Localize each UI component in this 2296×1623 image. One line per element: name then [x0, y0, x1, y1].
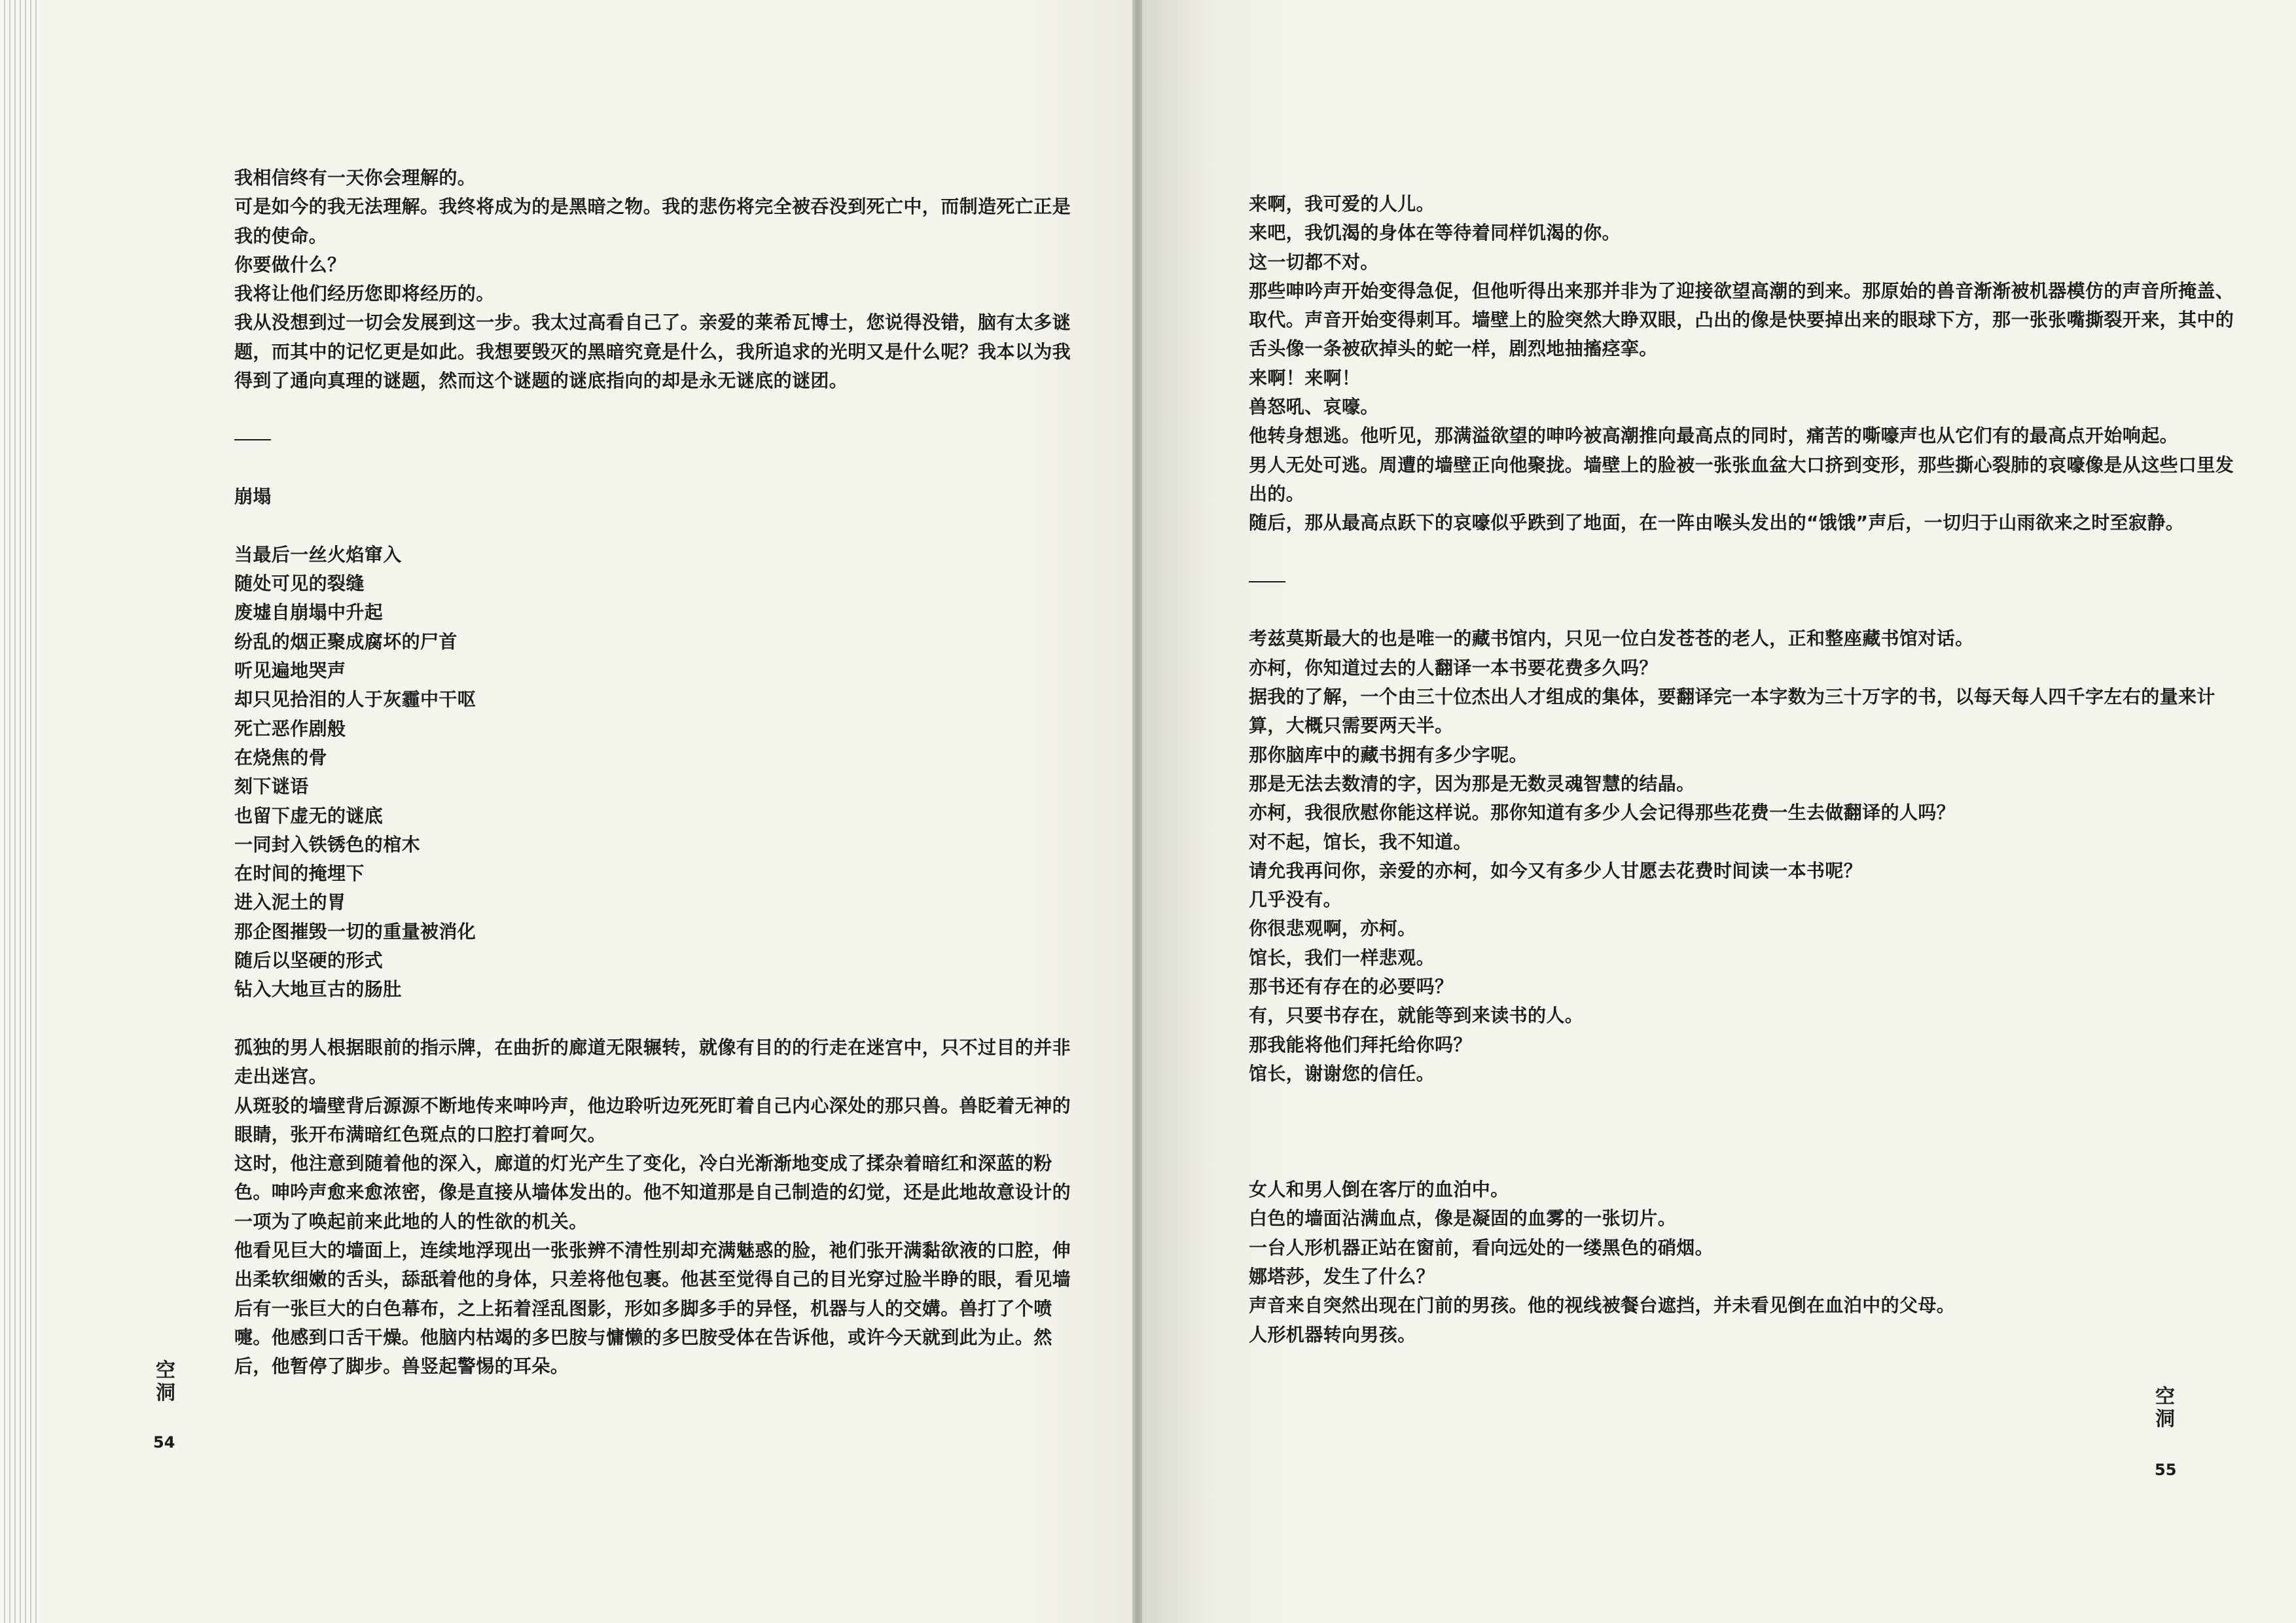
paragraph: 考兹莫斯最大的也是唯一的藏书馆内，只见一位白发苍苍的老人，正和整座藏书馆对话。 [1249, 628, 1974, 650]
paragraph: 我相信终有一天你会理解的。 [234, 167, 476, 188]
paragraph: 可是如今的我无法理解。我终将成为的是黑暗之物。我的悲伤将完全被吞没到死亡中，而制造死亡正是我的使命。 [234, 196, 1071, 247]
paragraph: 来吧，我饥渴的身体在等待着同样饥渴的你。 [1249, 222, 1621, 244]
paragraph: 一台人形机器正站在窗前，看向远处的一缕黑色的硝烟。 [1249, 1236, 1714, 1258]
running-title: 空洞 [2155, 1385, 2175, 1431]
paragraph: 白色的墙面沾满血点，像是凝固的血雾的一张切片。 [1249, 1207, 1677, 1230]
poem-line: 一同封入铁锈色的棺木 [234, 833, 421, 855]
paragraph: 从斑驳的墙壁背后源源不断地传来呻吟声，他边聆听边死死盯着自己内心深处的那只兽。兽眨着无神的眼睛，张开布满暗红色斑点的口腔打着呵欠。 [234, 1094, 1071, 1145]
paragraph: 我将让他们经历您即将经历的。 [234, 283, 495, 305]
paragraph: 他转身想逃。他听见，那满溢欲望的呻吟被高潮推向最高点的同时，痛苦的嘶嚎声也从它们有的最高点开始响起。 [1249, 425, 2179, 447]
paragraph: 他看见巨大的墙面上，连续地浮现出一张张辨不清性别却充满魅惑的脸，祂们张开满黏欲液的口腔，伸出柔软细嫩的舌头，舔舐着他的身体，只差将他包裹。他甚至觉得自己的目光穿过脸半睁的眼，看见墙后有一张巨大的白色幕布，之上拓着淫乱图影，形如多脚多手的异怪，机器与人的交媾。兽打了个喷嚏。他感到口舌干燥。他脑内枯竭的多巴胺与慵懒的多巴胺受体在告诉他，或许今天就到此为止。然后，他暂停了脚步。兽竖起警惕的耳朵。 [234, 1239, 1071, 1378]
paragraph: 随后，那从最高点跃下的哀嚎似乎跌到了地面，在一阵由喉头发出的“饿饿”声后，一切归于山雨欲来之时至寂静。 [1249, 512, 2185, 534]
paragraph: 馆长，谢谢您的信任。 [1249, 1062, 1435, 1084]
poem-line: 却只见拾泪的人于灰霾中干呕 [234, 688, 476, 711]
paragraph: 那是无法去数清的字，因为那是无数灵魂智慧的结晶。 [1249, 772, 1695, 794]
paragraph: 男人无处可逃。周遭的墙壁正向他聚拢。墙壁上的脸被一张张血盆大口挤到变形，那些撕心裂肺的哀嚎像是从这些口里发出的。 [1249, 454, 2234, 505]
paragraph: 那书还有存在的必要吗？ [1249, 976, 1454, 998]
poem-line: 钻入大地亘古的肠肚 [234, 978, 402, 1001]
left-page [0, 0, 1132, 1623]
poem-line: 也留下虚无的谜底 [234, 804, 384, 827]
poem-line: 死亡恶作剧般 [234, 717, 346, 740]
paragraph: 那我能将他们拜托给你吗？ [1249, 1033, 1472, 1056]
paragraph: 人形机器转向男孩。 [1249, 1323, 1416, 1346]
page-number: 54 [153, 1433, 175, 1452]
right-page [1142, 0, 2296, 1623]
page-number: 55 [2155, 1461, 2177, 1479]
paragraph: 娜塔莎，发生了什么？ [1249, 1265, 1435, 1287]
poem-line: 纷乱的烟正聚成腐坏的尸首 [234, 630, 457, 652]
paragraph: 请允我再问你，亲爱的亦柯，如今又有多少人甘愿去花费时间读一本书呢？ [1249, 859, 1863, 882]
paragraph: 声音来自突然出现在门前的男孩。他的视线被餐台遮挡，并未看见倒在血泊中的父母。 [1249, 1294, 1956, 1317]
paragraph: 兽怒吼、哀嚎。 [1249, 396, 1379, 418]
poem-line: 随处可见的裂缝 [234, 573, 365, 595]
paragraph: 亦柯，我很欣慰你能这样说。那你知道有多少人会记得那些花费一生去做翻译的人吗？ [1249, 802, 1956, 824]
poem-line: 那企图摧毁一切的重量被消化 [234, 920, 476, 942]
poem-line: 刻下谜语 [234, 776, 309, 798]
paragraph: 你很悲观啊，亦柯。 [1249, 918, 1416, 940]
paragraph: 那些呻吟声开始变得急促，但他听得出来那并非为了迎接欲望高潮的到来。那原始的兽音渐渐被机器模仿的声音所掩盖、取代。声音开始变得刺耳。墙壁上的脸突然大睁双眼，凸出的像是快要掉出来的眼球下方，那一张张嘴撕裂开来，其中的舌头像一条被砍掉头的蛇一样，剧烈地抽搐痉挛。 [1249, 279, 2234, 360]
poem-line: 进入泥土的胃 [234, 891, 346, 914]
poem-line: 在时间的掩埋下 [234, 863, 365, 885]
section-divider [234, 425, 1085, 454]
paragraph: 那你脑库中的藏书拥有多少字呢。 [1249, 743, 1528, 766]
paragraph: 孤独的男人根据眼前的指示牌，在曲折的廊道无限辗转，就像有目的的行走在迷宫中，只不过目的并非走出迷宫。 [234, 1036, 1071, 1088]
section-heading: 崩塌 [234, 486, 272, 508]
poem-line: 在烧焦的骨 [234, 746, 328, 768]
paragraph: 有，只要书存在，就能等到来读书的人。 [1249, 1005, 1584, 1027]
poem-line: 随后以坚硬的形式 [234, 950, 384, 972]
paragraph: 你要做什么？ [234, 253, 346, 276]
paragraph: 馆长，我们一样悲观。 [1249, 946, 1435, 969]
running-title: 空洞 [156, 1359, 175, 1404]
poem-line: 当最后一丝火焰窜入 [234, 543, 402, 565]
paragraph: 对不起，馆长，我不知道。 [1249, 830, 1472, 853]
paragraph: 我从没想到过一切会发展到这一步。我太过高看自己了。亲爱的莱希瓦博士，您说得没错，脑有太多谜题，而其中的记忆更是如此。我想要毁灭的黑暗究竟是什么，我所追求的光明又是什么呢？我本以为我得到了通向真理的谜题，然而这个谜题的谜底指向的却是永无谜底的谜团。 [234, 312, 1071, 392]
paragraph: 女人和男人倒在客厅的血泊中。 [1249, 1179, 1509, 1201]
paragraph: 这一切都不对。 [1249, 251, 1379, 273]
paragraph: 这时，他注意到随着他的深入，廊道的灯光产生了变化，冷白光渐渐地变成了揉杂着暗红和深蓝的粉色。呻吟声愈来愈浓密，像是直接从墙体发出的。他不知道那是自己制造的幻觉，还是此地故意设计的一项为了唤起前来此地的人的性欲的机关。 [234, 1152, 1071, 1232]
left-page-body [234, 164, 1085, 1381]
page-edges [0, 0, 39, 1623]
paragraph: 几乎没有。 [1249, 889, 1342, 911]
paragraph: 来啊，我可爱的人儿。 [1249, 193, 1435, 215]
book-gutter [1132, 0, 1142, 1623]
section-divider [1249, 567, 2250, 596]
paragraph: 来啊！来啊！ [1249, 366, 1361, 389]
right-page-body [1249, 190, 2250, 1349]
poem-line: 废墟自崩塌中升起 [234, 601, 384, 624]
paragraph: 亦柯，你知道过去的人翻译一本书要花费多久吗？ [1249, 656, 1658, 679]
paragraph: 据我的了解，一个由三十位杰出人才组成的集体，要翻译完一本字数为三十万字的书，以每天每人四千字左右的量来计算，大概只需要两天半。 [1249, 686, 2215, 737]
poem-line: 听见遍地哭声 [234, 660, 346, 682]
